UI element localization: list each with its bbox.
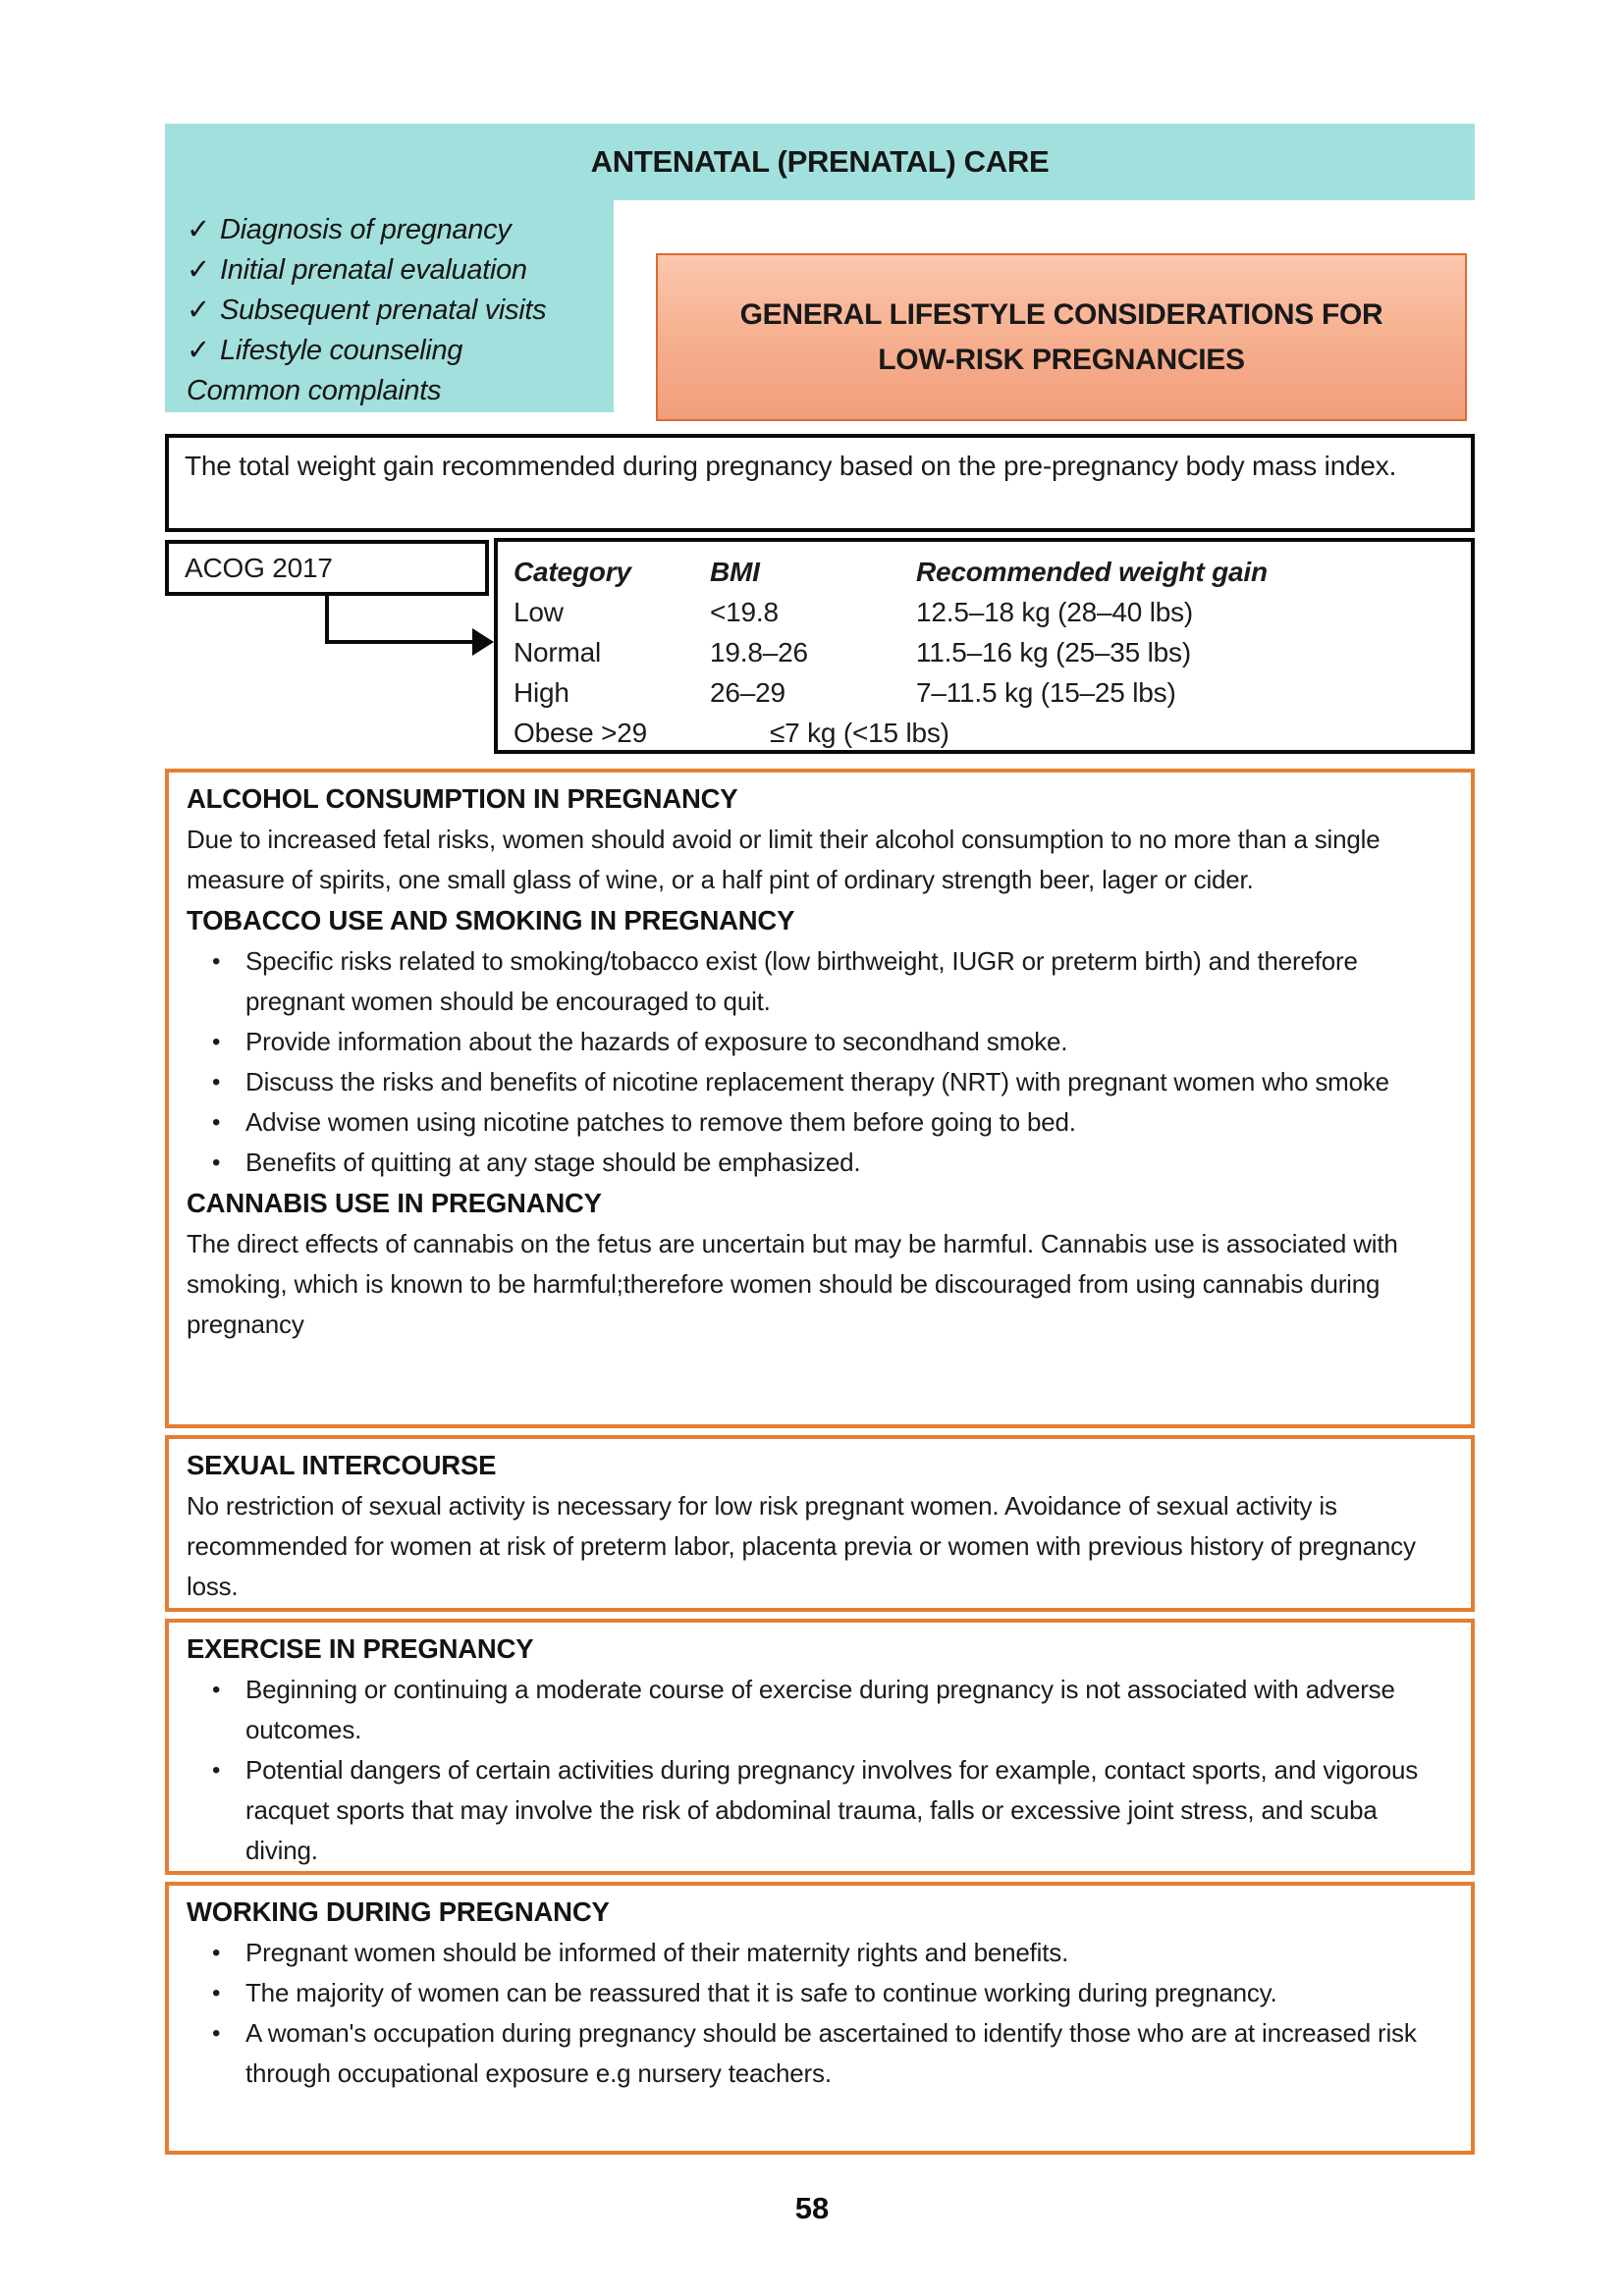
topic-checklist: [165, 200, 614, 412]
check-icon: ✓: [187, 294, 210, 326]
header-band: [165, 124, 1475, 200]
bullet-icon: •: [212, 1149, 221, 1176]
section-alcohol-tobacco-cannabis: [165, 769, 1475, 1428]
list-item-label: Common complaints: [187, 375, 442, 406]
cell-category: Low: [514, 597, 564, 627]
bullet-item: [187, 1750, 1453, 1871]
cell-category: Obese >29: [514, 718, 647, 748]
bullet-icon: •: [212, 1940, 221, 1966]
bullet-icon: •: [212, 1757, 221, 1784]
bmi-weight-gain-table: [494, 538, 1475, 754]
page-title: ANTENATAL (PRENATAL) CARE: [590, 144, 1050, 179]
bullet-icon: •: [212, 1980, 221, 2006]
check-icon: ✓: [187, 214, 210, 245]
bullet-item: [187, 1022, 1453, 1062]
table-row: [514, 592, 1455, 632]
bullet-item: [187, 1102, 1453, 1143]
column-header: BMI: [710, 557, 760, 587]
table-row: [514, 632, 1455, 672]
weight-gain-note-text: The total weight gain recommended during pregnancy based on the pre-pregnancy body mass index.: [185, 451, 1397, 481]
table-header-row: [514, 552, 1455, 592]
list-item-label: Initial prenatal evaluation: [220, 254, 527, 286]
acog-arrow-horizontal: [325, 640, 474, 644]
cell-weight-gain: 7–11.5 kg (15–25 lbs): [916, 677, 1176, 708]
acog-source-box: [165, 540, 489, 596]
section-heading: ALCOHOL CONSUMPTION IN PREGNANCY: [187, 783, 738, 814]
cell-weight-gain: 12.5–18 kg (28–40 lbs): [916, 597, 1194, 627]
list-item-label: Subsequent prenatal visits: [220, 294, 547, 326]
bullet-icon: •: [212, 2020, 221, 2047]
bullet-icon: •: [212, 1109, 221, 1136]
column-header: Category: [514, 557, 631, 587]
list-item: [187, 210, 614, 250]
bullet-item: [187, 1933, 1453, 1973]
table-row: [514, 713, 1455, 753]
bullet-text: Potential dangers of certain activities during pregnancy involves for example, contact sports, and vigorous racquet sports that may involve the risk of abdominal trauma, falls or excessive joint stress, and scuba diving.: [245, 1755, 1419, 1865]
section-sexual-intercourse: [165, 1435, 1475, 1612]
table-row: [514, 672, 1455, 713]
bullet-icon: •: [212, 1029, 221, 1055]
lifestyle-banner: [656, 253, 1467, 421]
cell-weight-gain: ≤7 kg (<15 lbs): [770, 718, 949, 748]
cell-bmi: 26–29: [710, 677, 785, 708]
list-item: [187, 291, 614, 331]
section-heading: TOBACCO USE AND SMOKING IN PREGNANCY: [187, 905, 795, 935]
section-working: [165, 1882, 1475, 2155]
bullet-item: [187, 1973, 1453, 2013]
bullet-item: [187, 2013, 1453, 2094]
check-icon: ✓: [187, 254, 210, 286]
list-item-label: Lifestyle counseling: [220, 335, 463, 366]
bullet-text: Advise women using nicotine patches to remove them before going to bed.: [245, 1107, 1076, 1137]
bullet-text: Benefits of quitting at any stage should be emphasized.: [245, 1148, 861, 1177]
bullet-item: [187, 1143, 1453, 1183]
page-number: 58: [794, 2191, 830, 2225]
cell-weight-gain: 11.5–16 kg (25–35 lbs): [916, 637, 1191, 667]
section-heading: EXERCISE IN PREGNANCY: [187, 1633, 534, 1664]
bullet-item: [187, 1062, 1453, 1102]
list-item: [187, 331, 614, 371]
section-heading: SEXUAL INTERCOURSE: [187, 1450, 497, 1480]
bullet-item: [187, 1670, 1453, 1750]
list-item-label: Diagnosis of pregnancy: [220, 214, 512, 245]
section-paragraph: No restriction of sexual activity is necessary for low risk pregnant women. Avoidance of sexual activity is recommended for women at risk of preterm labor, placenta previa or women with previous history of pregnancy loss.: [187, 1491, 1416, 1601]
acog-arrow-vertical: [325, 596, 329, 644]
bullet-text: Pregnant women should be informed of their maternity rights and benefits.: [245, 1938, 1069, 1967]
section-exercise: [165, 1619, 1475, 1875]
cell-bmi: 19.8–26: [710, 637, 808, 667]
bullet-text: Specific risks related to smoking/tobacco exist (low birthweight, IUGR or preterm birth) and therefore pregnant women should be encouraged to quit.: [245, 946, 1358, 1016]
section-heading: WORKING DURING PREGNANCY: [187, 1896, 610, 1927]
bullet-icon: •: [212, 948, 221, 975]
section-paragraph: Due to increased fetal risks, women should avoid or limit their alcohol consumption to no more than a single measure of spirits, one small glass of wine, or a half pint of ordinary strength beer, lager or cider.: [187, 825, 1380, 894]
bullet-text: Provide information about the hazards of exposure to secondhand smoke.: [245, 1027, 1068, 1056]
check-icon: ✓: [187, 335, 210, 366]
bullet-text: Beginning or continuing a moderate course of exercise during pregnancy is not associated with adverse outcomes.: [245, 1675, 1395, 1744]
acog-arrow-head-icon: [472, 628, 494, 656]
bullet-icon: •: [212, 1069, 221, 1095]
banner-title: GENERAL LIFESTYLE CONSIDERATIONS FOR LOW-RISK PREGNANCIES: [739, 297, 1383, 376]
weight-gain-note: [165, 434, 1475, 532]
bullet-text: Discuss the risks and benefits of nicotine replacement therapy (NRT) with pregnant women who smoke: [245, 1067, 1389, 1096]
list-item: [187, 250, 614, 291]
bullet-text: The majority of women can be reassured that it is safe to continue working during pregnancy.: [245, 1978, 1277, 2007]
bullet-icon: •: [212, 1677, 221, 1703]
bullet-text: A woman's occupation during pregnancy should be ascertained to identify those who are at increased risk through occupational exposure e.g nursery teachers.: [245, 2018, 1417, 2088]
cell-category: High: [514, 677, 569, 708]
cell-bmi: <19.8: [710, 597, 779, 627]
column-header: Recommended weight gain: [916, 557, 1268, 587]
list-item: [187, 371, 614, 411]
acog-source-label: ACOG 2017: [185, 553, 333, 583]
bullet-item: [187, 941, 1453, 1022]
section-paragraph: The direct effects of cannabis on the fetus are uncertain but may be harmful. Cannabis use is associated with smoking, which is known to be harmful;therefore women should be discouraged from using cannabis during pregnancy: [187, 1229, 1398, 1339]
cell-category: Normal: [514, 637, 602, 667]
section-heading: CANNABIS USE IN PREGNANCY: [187, 1188, 602, 1218]
